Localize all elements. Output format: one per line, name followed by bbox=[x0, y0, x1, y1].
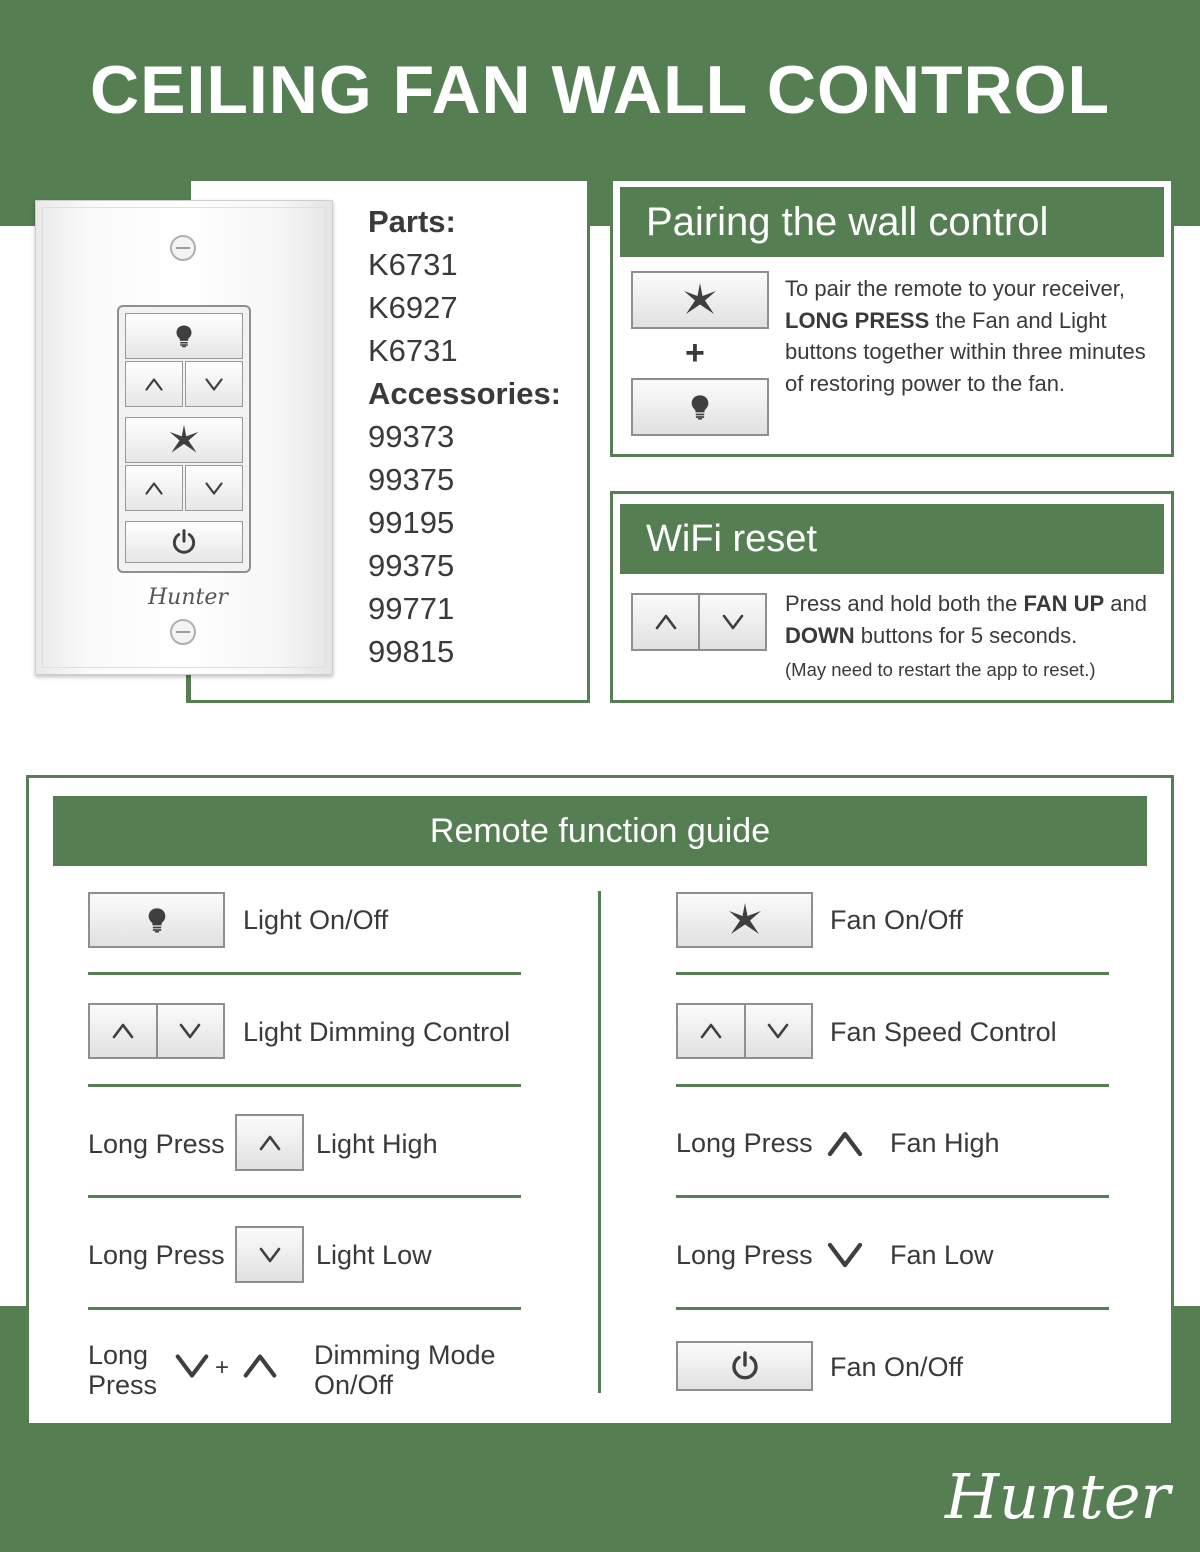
guide-label-line1: Dimming Mode bbox=[314, 1340, 496, 1370]
parts-heading: Parts: bbox=[368, 204, 456, 239]
keypad-fan-up-button bbox=[125, 465, 183, 511]
row-divider bbox=[676, 1084, 1109, 1087]
chevron-down-icon bbox=[178, 1021, 202, 1041]
light-up-button-graphic bbox=[235, 1114, 304, 1171]
chevron-down-icon bbox=[204, 480, 224, 497]
part-number: K6731 bbox=[368, 247, 458, 282]
guide-prefix: Long Press bbox=[88, 1240, 225, 1270]
power-icon bbox=[729, 1350, 761, 1382]
screw-bottom-icon bbox=[170, 619, 196, 645]
accessory-number: 99373 bbox=[368, 419, 455, 454]
page-title: CEILING FAN WALL CONTROL bbox=[89, 52, 1111, 128]
row-divider bbox=[88, 972, 521, 975]
row-divider bbox=[88, 1307, 521, 1310]
hunter-logo: Hunter bbox=[945, 1460, 1171, 1533]
wifi-note: (May need to restart the app to reset.) bbox=[785, 659, 1096, 680]
light-button-graphic bbox=[631, 378, 769, 436]
part-number: K6731 bbox=[368, 333, 458, 368]
chevron-up-icon bbox=[241, 1350, 279, 1382]
bulb-icon bbox=[690, 392, 710, 422]
guide-prefix-line1: Long bbox=[88, 1340, 149, 1370]
chevron-up-icon bbox=[111, 1021, 135, 1041]
plate-brand-logo: Hunter bbox=[148, 585, 228, 610]
guide-center-divider bbox=[598, 891, 601, 1393]
screw-top-icon bbox=[170, 235, 196, 261]
wifi-description: Press and hold both the FAN UP and DOWN buttons for 5 seconds. bbox=[785, 591, 1148, 648]
accessory-number: 99195 bbox=[368, 505, 455, 540]
chevron-up-icon bbox=[825, 1127, 865, 1161]
guide-label: Fan High bbox=[890, 1128, 1000, 1158]
light-button-graphic bbox=[88, 892, 225, 948]
chevron-down-icon bbox=[721, 612, 745, 632]
keypad-light-down-button bbox=[185, 361, 243, 407]
keypad-fan-button bbox=[125, 417, 243, 463]
row-divider bbox=[88, 1195, 521, 1198]
light-up-down-button-graphic bbox=[88, 1003, 225, 1059]
guide-label-line2: On/Off bbox=[314, 1370, 394, 1400]
accessory-number: 99815 bbox=[368, 634, 455, 669]
guide-prefix: Long Press bbox=[676, 1128, 813, 1158]
guide-prefix: Long Press bbox=[676, 1240, 813, 1270]
chevron-up-icon bbox=[144, 376, 164, 393]
chevron-up-icon bbox=[258, 1133, 282, 1153]
fan-icon bbox=[725, 900, 765, 940]
fan-button-graphic bbox=[631, 271, 769, 329]
fan-up-down-button-graphic bbox=[676, 1003, 813, 1059]
fan-button-graphic bbox=[676, 892, 813, 948]
guide-label: Light High bbox=[316, 1129, 438, 1159]
keypad-light-button bbox=[125, 313, 243, 359]
wall-control-image bbox=[35, 200, 333, 675]
keypad-power-button bbox=[125, 521, 243, 563]
fan-icon bbox=[680, 280, 720, 320]
guide-title: Remote function guide bbox=[53, 796, 1147, 866]
fan-icon bbox=[166, 422, 202, 458]
accessory-number: 99375 bbox=[368, 462, 455, 497]
guide-label: Fan On/Off bbox=[830, 905, 964, 935]
parts-list bbox=[368, 200, 561, 673]
chevron-up-icon bbox=[144, 480, 164, 497]
keypad-light-up-button bbox=[125, 361, 183, 407]
bulb-icon bbox=[175, 323, 193, 349]
power-icon bbox=[170, 528, 198, 556]
chevron-down-icon bbox=[258, 1245, 282, 1265]
guide-prefix-line2: Press bbox=[88, 1370, 158, 1400]
guide-label: Fan On/Off bbox=[830, 1352, 964, 1382]
guide-label: Fan Low bbox=[890, 1240, 994, 1270]
fan-up-down-button-graphic bbox=[631, 593, 767, 651]
chevron-down-icon bbox=[766, 1021, 790, 1041]
guide-label: Fan Speed Control bbox=[830, 1017, 1057, 1047]
guide-label: Light Low bbox=[316, 1240, 432, 1270]
bulb-icon bbox=[147, 905, 167, 935]
part-number: K6927 bbox=[368, 290, 458, 325]
row-divider bbox=[676, 1307, 1109, 1310]
wifi-title: WiFi reset bbox=[620, 504, 1164, 574]
plus-sign: + bbox=[215, 1354, 230, 1381]
row-divider bbox=[676, 972, 1109, 975]
chevron-down-icon bbox=[173, 1350, 211, 1382]
plus-sign: + bbox=[685, 334, 705, 372]
chevron-down-icon bbox=[825, 1238, 865, 1272]
row-divider bbox=[88, 1084, 521, 1087]
guide-prefix: Long Press bbox=[88, 1129, 225, 1159]
guide-label: Light On/Off bbox=[243, 905, 389, 935]
row-divider bbox=[676, 1195, 1109, 1198]
keypad bbox=[117, 305, 251, 573]
keypad-fan-down-button bbox=[185, 465, 243, 511]
guide-label: Light Dimming Control bbox=[243, 1017, 511, 1047]
power-button-graphic bbox=[676, 1341, 813, 1391]
accessory-number: 99771 bbox=[368, 591, 455, 626]
accessories-heading: Accessories: bbox=[368, 376, 562, 411]
accessory-number: 99375 bbox=[368, 548, 455, 583]
chevron-up-icon bbox=[654, 612, 678, 632]
light-down-button-graphic bbox=[235, 1226, 304, 1283]
chevron-up-icon bbox=[699, 1021, 723, 1041]
pairing-title: Pairing the wall control bbox=[620, 187, 1164, 257]
chevron-down-icon bbox=[204, 376, 224, 393]
pairing-description: To pair the remote to your receiver, LONG PRESS the Fan and Light buttons together within three minutes of restoring power to the fan. bbox=[785, 276, 1146, 396]
